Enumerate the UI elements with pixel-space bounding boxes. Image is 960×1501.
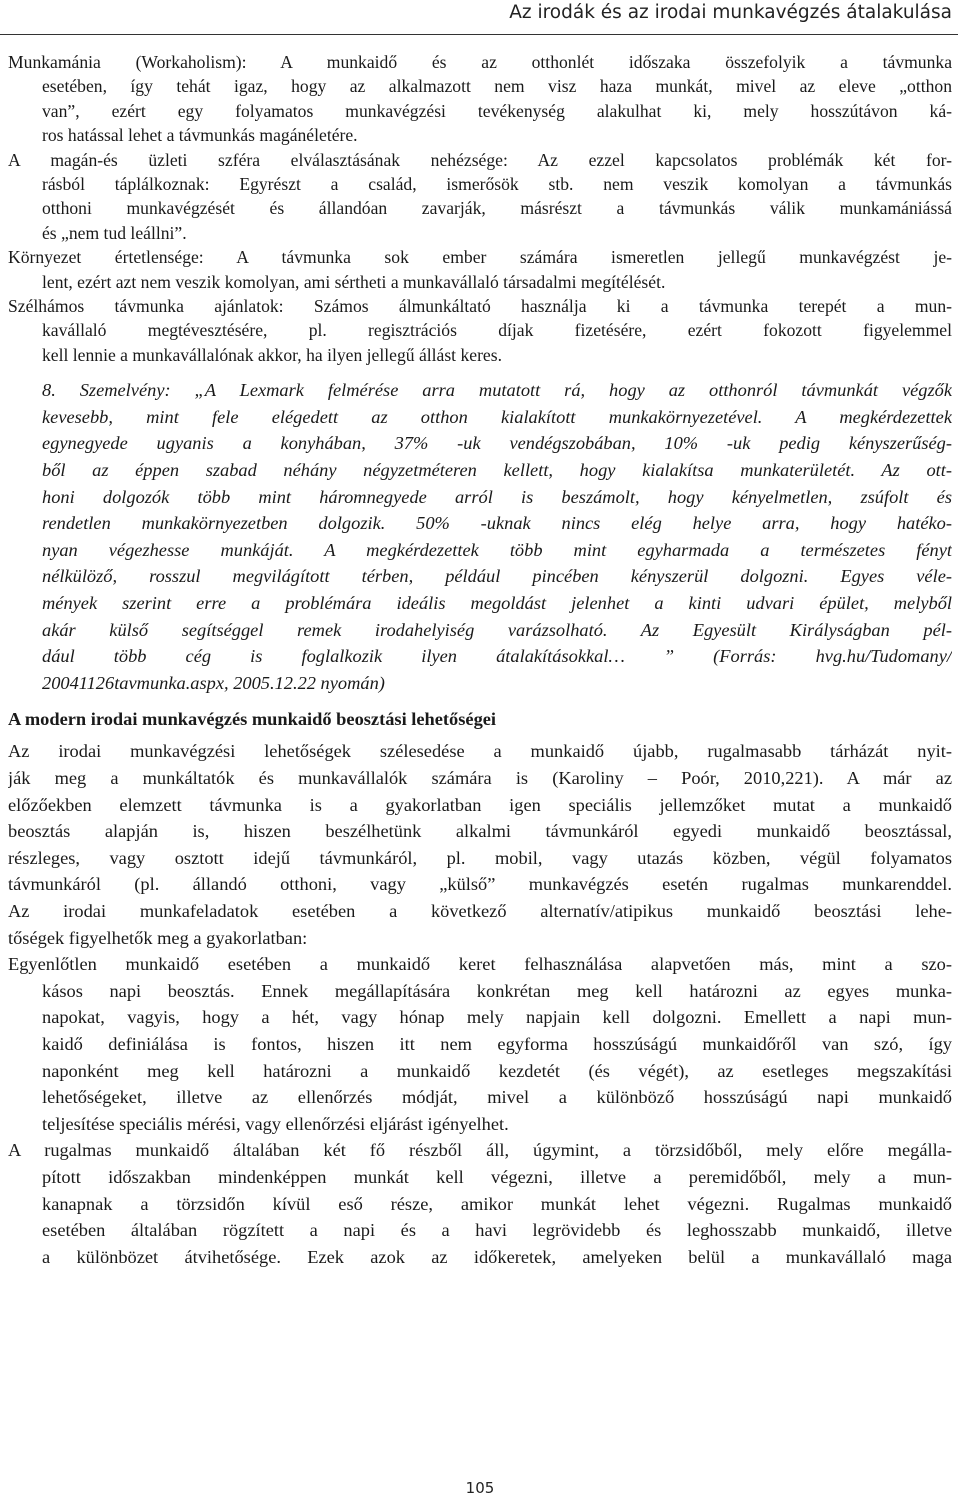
text-line: teljesítése speciális mérési, vagy ellenőrzési eljárást igényelhet. (42, 1113, 509, 1134)
text-line: kaidő definiálása is fontos, hiszen itt nem egyforma hosszúságú munkaidőről van szó, így (42, 1033, 952, 1054)
excerpt-line: honi dolgozók több mint háromnegyede arról is beszámolt, hogy kényelmetlen, zsúfolt és (42, 486, 952, 507)
excerpt-line: nyan végezhesse munkáját. A megkérdezettek több mint egyharmada a természetes fényt (42, 539, 952, 560)
text-line: Környezet értetlensége: A távmunka sok ember számára ismeretlen jellegű munkavégzést je- (8, 247, 952, 268)
list-item-environment (8, 245, 952, 294)
excerpt-line: dául több cég is foglalkozik ilyen átalakításokkal… ” (Forrás: hvg.hu/Tudomany/ (42, 646, 952, 667)
list-item-flexible-worktime (8, 1137, 952, 1270)
text-line: lent, ezért azt nem veszik komolyan, ami sértheti a munkavállaló társadalmi megítélését. (42, 271, 666, 292)
list-item-uneven-worktime (8, 951, 952, 1137)
text-line: ják meg a munkáltatók és munkavállalók számára is (Karoliny – Poór, 2010,221). A már az (8, 768, 952, 788)
excerpt-line: 8. Szemelvény: „A Lexmark felmérése arra mutatott rá, hogy az otthonról távmunkát végzők (42, 380, 952, 401)
header-rule (0, 34, 958, 35)
excerpt-line: nélkülöző, rosszul megvilágított térben, például pincében kényszerül dolgozni. Egyes véle- (42, 566, 952, 587)
text-line: van”, ezért egy folyamatos munkavégzési tevékenység alakulhat ki, mely hosszútávon ká- (42, 100, 952, 121)
text-line: pított időszakban mindenképpen munkát kell végezni, illetve a peremidőből, mely a mun- (42, 1166, 952, 1187)
running-header: Az irodák és az irodai munkavégzés átalakulása (509, 2, 952, 23)
text-line: esetében, így tehát igaz, hogy az alkalmazott nem visz haza munkát, mivel az eleve „otthon (42, 76, 952, 97)
excerpt-line: ből az éppen szabad néhány négyzetméteren kellett, hogy kialakítsa munkaterületét. Az ott- (42, 460, 952, 481)
excerpt-line: rendetlen munkakörnyezetben dolgozik. 50% -uknak nincs elég helye arra, hogy hatéko- (42, 513, 952, 534)
text-line: Egyenlőtlen munkaidő esetében a munkaidő keret felhasználása alapvetően más, mint a szo- (8, 954, 952, 975)
list-item-scam-offers (8, 294, 952, 367)
list-item-separation (8, 148, 952, 246)
text-line: részleges, vagy osztott idejű távmunkáról, pl. mobil, vagy utazás közben, végül folyamatos (8, 847, 952, 868)
text-line: Szélhámos távmunka ajánlatok: Számos álmunkáltató használja ki a távmunka terepét a mun- (8, 296, 952, 317)
page-number: 105 (465, 1479, 495, 1497)
text-line: lehetőségeket, illetve az ellenőrzés módját, mivel a különböző hosszúságú napi munkaidő (42, 1087, 952, 1108)
problem-list (8, 50, 952, 367)
text-line: otthoni munkavégzését és állandóan zavarják, másrészt a távmunkás válik munkamániássá (42, 198, 952, 219)
text-line: és „nem tud leállni”. (42, 222, 187, 243)
page-content (8, 50, 952, 1270)
text-line: A magán-és üzleti szféra elválasztásának nehézsége: Az ezzel kapcsolatos problémák két for- (8, 149, 952, 170)
schedule-list (8, 951, 952, 1270)
text-line: rásból táplálkoznak: Egyrészt a család, ismerősök stb. nem veszik komolyan a távmunkás (42, 174, 952, 195)
text-line: napokat, vagyis, hogy a hét, vagy hónap mely napjain kell dolgozni. Emellett a napi mun- (42, 1007, 952, 1028)
excerpt-line: egynegyede ugyanis a konyhában, 37% -uk vendégszobában, 10% -uk pedig kényszerűség- (42, 433, 952, 454)
text-line: beosztás alapján is, hiszen beszélhetünk alkalmi távmunkáról egyedi munkaidő beosztással, (8, 821, 952, 842)
text-line: Az irodai munkavégzési lehetőségek szélesedése a munkaidő újabb, rugalmasabb tárházát nyit- (8, 741, 952, 762)
text-line: tőségek figyelhetők meg a gyakorlatban: (8, 927, 308, 948)
text-line: kanapnak a törzsidőn kívül eső része, amikor munkát lehet végezni. Rugalmas munkaidő (42, 1193, 952, 1214)
excerpt-block (8, 377, 952, 696)
excerpt-line: 20041126tavmunka.aspx, 2005.12.22 nyomán) (42, 672, 385, 693)
section-heading: A modern irodai munkavégzés munkaidő beosztási lehetőségei (8, 709, 497, 730)
text-line: Munkamánia (Workaholism): A munkaidő és az otthonlét időszaka összefolyik a távmunka (8, 52, 952, 72)
text-line: távmunkáról (pl. állandó otthoni, vagy „külső” munkavégzés esetén rugalmas munkarenddel. (8, 874, 952, 895)
text-line: kásos napi beosztás. Ennek megállapítására konkrétan meg kell határozni az egyes munka- (42, 980, 952, 1001)
text-line: előzőekben elemzett távmunka is a gyakorlatban igen speciális jellemzőket mutat a munkaidő (8, 794, 952, 815)
excerpt-line: kevesebb, mint fele elégedett az otthon kialakított munkakörnyezetével. A megkérdezettek (42, 406, 952, 427)
list-item-workaholism (8, 50, 952, 148)
text-line: kavállaló megtévesztésére, pl. regisztrációs díjak fizetésére, ezért fokozott figyelemmel (42, 320, 952, 341)
excerpt-line: akár külső segítséggel remek irodahelyiség varázsolható. Az Egyesült Királyságban pél- (42, 619, 952, 640)
text-line: A rugalmas munkaidő általában két fő részből áll, úgymint, a törzsidőből, mely előre megálla- (8, 1140, 952, 1161)
text-line: Az irodai munkafeladatok esetében a következő alternatív/atipikus munkaidő beosztási lehe- (8, 900, 952, 921)
section-intro (8, 738, 952, 951)
text-line: ros hatással lehet a távmunkás magánéletére. (42, 125, 358, 146)
text-line: esetében általában rögzített a napi és a havi legrövidebb és leghosszabb munkaidő, illetve (42, 1220, 952, 1241)
text-line: kell lennie a munkavállalónak akkor, ha ilyen jellegű állást keres. (42, 344, 502, 365)
excerpt-line: mények szerint erre a problémára ideális megoldást jelenhet a kinti udvari épület, melyből (42, 593, 952, 614)
text-line: naponként meg kell határozni a munkaidő kezdetét (és végét), az esetleges megszakítási (42, 1060, 952, 1081)
text-line: a különbözet átvihetősége. Ezek azok az időkeretek, amelyeken belül a munkavállaló maga (42, 1246, 952, 1267)
